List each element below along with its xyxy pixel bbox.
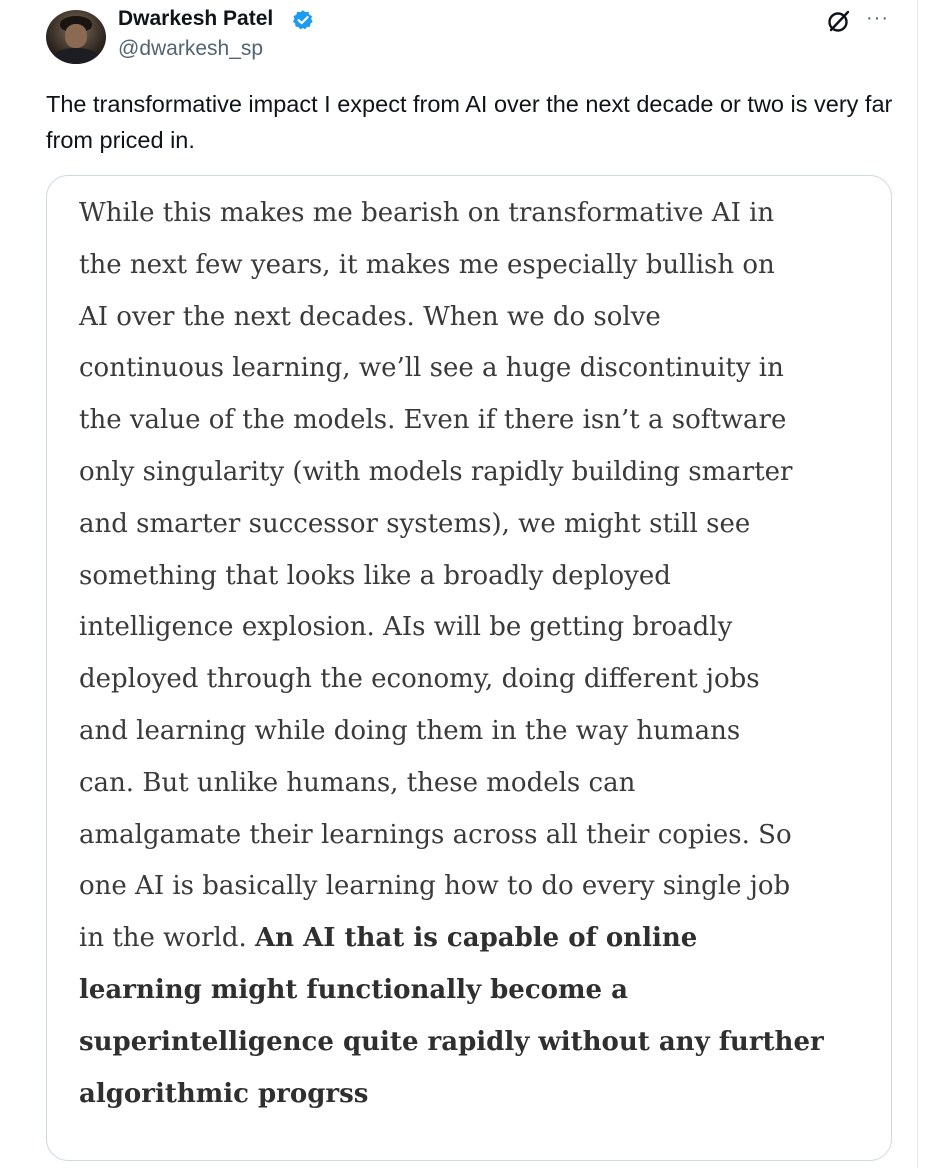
quote-bold-line: superintelligence quite rapidly without any further bbox=[79, 1026, 824, 1057]
avatar-face bbox=[65, 24, 87, 48]
quote-plain-segment: in the world. bbox=[79, 923, 255, 954]
quote-line: and learning while doing them in the way humans bbox=[79, 715, 741, 746]
tweet-text: The transformative impact I expect from AI over the next decade or two is very far from priced in. bbox=[46, 91, 893, 153]
grok-icon[interactable] bbox=[826, 8, 852, 34]
quote-line: amalgamate their learnings across all their copies. So bbox=[79, 819, 792, 850]
more-options-icon[interactable]: ··· bbox=[866, 7, 889, 29]
quote-line: the value of the models. Even if there isn’t a software bbox=[79, 405, 787, 436]
quote-line: the next few years, it makes me especially bullish on bbox=[79, 249, 775, 280]
quote-line-mixed bbox=[79, 913, 879, 965]
quote-line: intelligence explosion. AIs will be getting broadly bbox=[79, 612, 733, 643]
quote-line: something that looks like a broadly deployed bbox=[79, 560, 671, 591]
quote-line: can. But unlike humans, these models can bbox=[79, 767, 636, 798]
quote-bold-line: algorithmic progrss bbox=[79, 1078, 369, 1109]
quote-line: only singularity (with models rapidly building smarter bbox=[79, 456, 793, 487]
quoted-image-card[interactable] bbox=[46, 175, 892, 1161]
quote-text bbox=[79, 188, 879, 1120]
quote-line: one AI is basically learning how to do every single job bbox=[79, 871, 791, 902]
quote-line: and smarter successor systems), we might still see bbox=[79, 508, 751, 539]
quote-bold-line: learning might functionally become a bbox=[79, 974, 628, 1005]
quote-line: continuous learning, we’ll see a huge discontinuity in bbox=[79, 353, 784, 384]
avatar-shirt bbox=[52, 48, 100, 64]
quote-line: While this makes me bearish on transformative AI in bbox=[79, 198, 775, 228]
avatar[interactable] bbox=[46, 10, 106, 64]
verified-badge-icon bbox=[292, 9, 314, 31]
quote-bold-segment: An AI that is capable of online bbox=[255, 923, 698, 954]
quote-line: AI over the next decades. When we do solve bbox=[79, 301, 661, 332]
quote-line: deployed through the economy, doing different jobs bbox=[79, 664, 760, 695]
author-display-name[interactable]: Dwarkesh Patel bbox=[118, 7, 274, 30]
author-handle[interactable]: @dwarkesh_sp bbox=[118, 37, 264, 60]
